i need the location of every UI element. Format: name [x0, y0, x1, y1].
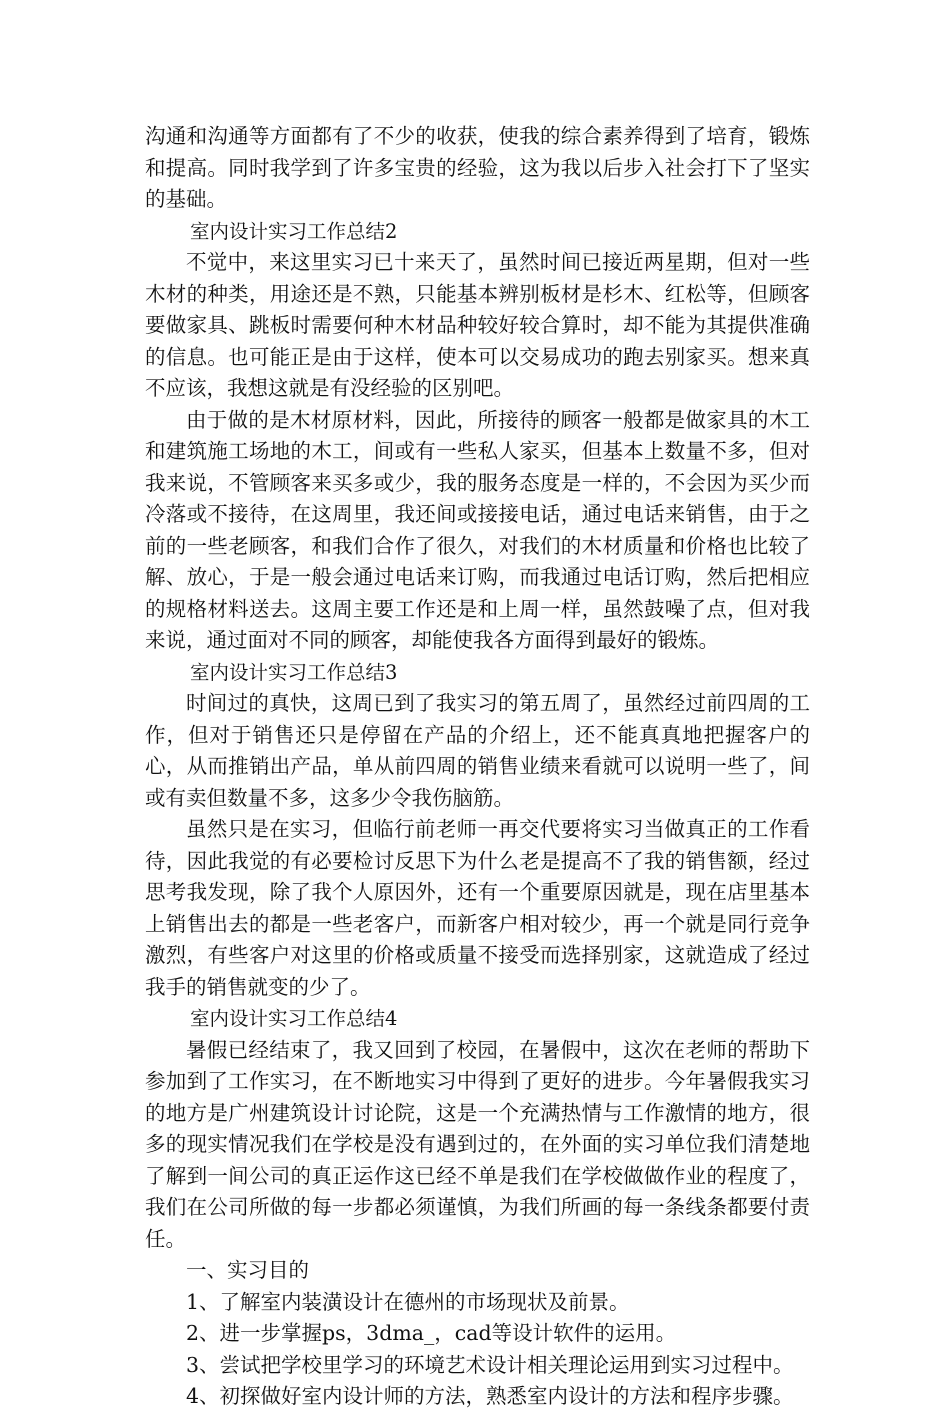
- section-heading-4: 室内设计实习工作总结4: [190, 1007, 398, 1030]
- list-item: 4、初探做好室内设计师的方法，熟悉室内设计的方法和程序步骤。: [186, 1384, 794, 1408]
- subheading-internship-purpose: 一、实习目的: [186, 1258, 309, 1282]
- list-item: 1、了解室内装潢设计在德州的市场现状及前景。: [186, 1289, 630, 1314]
- paragraph: 不觉中，来这里实习已十来天了，虽然时间已接近两星期，但对一些木材的种类，用途还是不熟，只能基本辨别板材是杉木、红松等，但顾客要做家具、跳板时需要何种木材品种较好较合算时，却不能为其提供准确的信息。也可能正是由于这样，使本可以交易成功的跑去别家买。想来真不应该，我想这就是有没经验的区别吧。: [145, 250, 810, 400]
- list-item: 3、尝试把学校里学习的环境艺术设计相关理论运用到实习过程中。: [186, 1352, 794, 1377]
- paragraph-continuation: 沟通和沟通等方面都有了不少的收获，使我的综合素养得到了培育，锻炼和提高。同时我学到了许多宝贵的经验，这为我以后步入社会打下了坚实的基础。: [145, 124, 810, 211]
- list-item: 2、进一步掌握ps，3dma_，cad等设计软件的运用。: [186, 1321, 677, 1345]
- paragraph: 时间过的真快，这周已到了我实习的第五周了，虽然经过前四周的工作，但对于销售还只是停留在产品的介绍上，还不能真真地把握客户的心，从而推销出产品，单从前四周的销售业绩来看就可以说明一些了，间或有卖但数量不多，这多少令我伤脑筋。: [145, 691, 810, 810]
- section-heading-2: 室内设计实习工作总结2: [190, 219, 398, 243]
- paragraph: 由于做的是木材原材料，因此，所接待的顾客一般都是做家具的木工和建筑施工场地的木工，间或有一些私人家买，但基本上数量不多，但对我来说，不管顾客来买多或少，我的服务态度是一样的，不会因为买少而冷落或不接待，在这周里，我还间或接接电话，通过电话来销售，由于之前的一些老顾客，和我们合作了很久，对我们的木材质量和价格也比较了解、放心，于是一般会通过电话来订购，而我通过电话订购，然后把相应的规格材料送去。这周主要工作还是和上周一样，虽然鼓噪了点，但对我来说，通过面对不同的顾客，却能使我各方面得到最好的锻炼。: [145, 407, 810, 652]
- paragraph: 暑假已经结束了，我又回到了校园，在暑假中，这次在老师的帮助下参加到了工作实习，在不断地实习中得到了更好的进步。今年暑假我实习的地方是广州建筑设计讨论院，这是一个充满热情与工作激情的地方，很多的现实情况我们在学校是没有遇到过的，在外面的实习单位我们清楚地了解到一间公司的真正运作这已经不单是我们在学校做做作业的程度了，我们在公司所做的每一步都必须谨慎，为我们所画的每一条线条都要付责任。: [145, 1037, 810, 1251]
- document-page: [145, 121, 810, 1413]
- section-heading-3: 室内设计实习工作总结3: [190, 660, 398, 684]
- paragraph: 虽然只是在实习，但临行前老师一再交代要将实习当做真正的工作看待，因此我觉的有必要检讨反思下为什么老是提高不了我的销售额，经过思考我发现，除了我个人原因外，还有一个重要原因就是，现在店里基本上销售出去的都是一些老客户，而新客户相对较少，再一个就是同行竞争激烈，有些客户对这里的价格或质量不接受而选择别家，这就造成了经过我手的销售就变的少了。: [145, 817, 810, 999]
